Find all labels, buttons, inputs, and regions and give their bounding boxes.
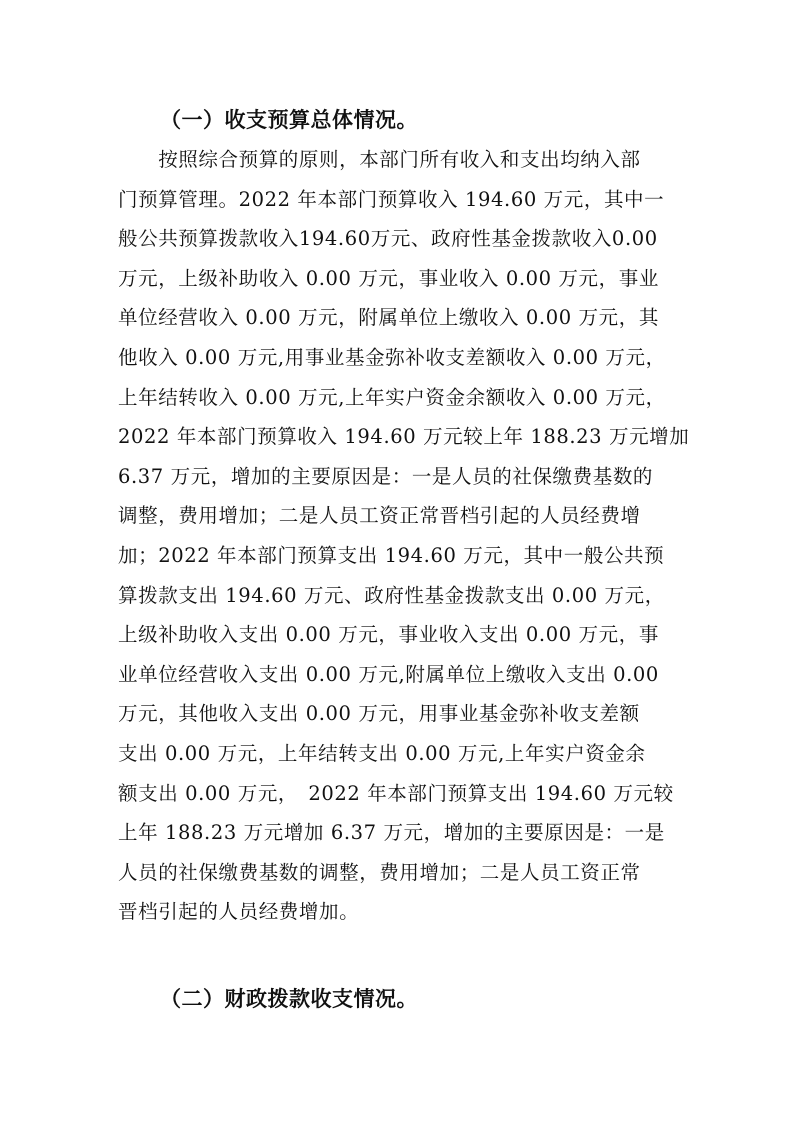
paragraph-line: 6.37 万元，增加的主要原因是：一是人员的社保缴费基数的: [118, 464, 654, 488]
section-heading-overall-budget: （一）收支预算总体情况。: [160, 108, 418, 132]
paragraph-line: 2022 年本部门预算收入 194.60 万元较上年 188.23 万元增加: [118, 425, 690, 449]
paragraph-line: 万元，其他收入支出 0.00 万元，用事业基金弥补收支差额: [118, 702, 640, 726]
section-heading-fiscal-appropriation: （二）财政拨款收支情况。: [160, 987, 418, 1011]
paragraph-line: 业单位经营收入支出 0.00 万元,附属单位上缴收入支出 0.00: [118, 662, 659, 686]
paragraph-line: 算拨款支出 194.60 万元、政府性基金拨款支出 0.00 万元，: [118, 583, 665, 607]
paragraph-line: 加；2022 年本部门预算支出 194.60 万元，其中一般公共预: [118, 543, 665, 567]
paragraph-line: 额支出 0.00 万元， 2022 年本部门预算支出 194.60 万元较: [118, 781, 674, 805]
paragraph-line: 上级补助收入支出 0.00 万元，事业收入支出 0.00 万元，事: [118, 623, 659, 647]
paragraph-line: 晋档引起的人员经费增加。: [118, 900, 360, 924]
paragraph-line: 按照综合预算的原则，本部门所有收入和支出均纳入部: [118, 148, 641, 171]
paragraph-line: 门预算管理。2022 年本部门预算收入 194.60 万元，其中一: [118, 187, 665, 211]
paragraph-line: 人员的社保缴费基数的调整，费用增加；二是人员工资正常: [118, 860, 641, 884]
paragraph-line: 他收入 0.00 万元,用事业基金弥补收支差额收入 0.00 万元，: [118, 345, 666, 369]
paragraph-line: 支出 0.00 万元，上年结转支出 0.00 万元,上年实户资金余: [118, 741, 646, 765]
paragraph-line: 万元，上级补助收入 0.00 万元，事业收入 0.00 万元，事业: [118, 266, 659, 290]
budget-paragraph: [118, 140, 690, 932]
paragraph-line: 上年 188.23 万元增加 6.37 万元，增加的主要原因是：一是: [118, 821, 665, 845]
paragraph-line: 般公共预算拨款收入194.60万元、政府性基金拨款收入0.00: [118, 227, 658, 251]
paragraph-line: 上年结转收入 0.00 万元,上年实户资金余额收入 0.00 万元，: [118, 385, 666, 409]
paragraph-line: 调整，费用增加；二是人员工资正常晋档引起的人员经费增: [118, 504, 641, 528]
paragraph-line: 单位经营收入 0.00 万元，附属单位上缴收入 0.00 万元，其: [118, 306, 659, 330]
